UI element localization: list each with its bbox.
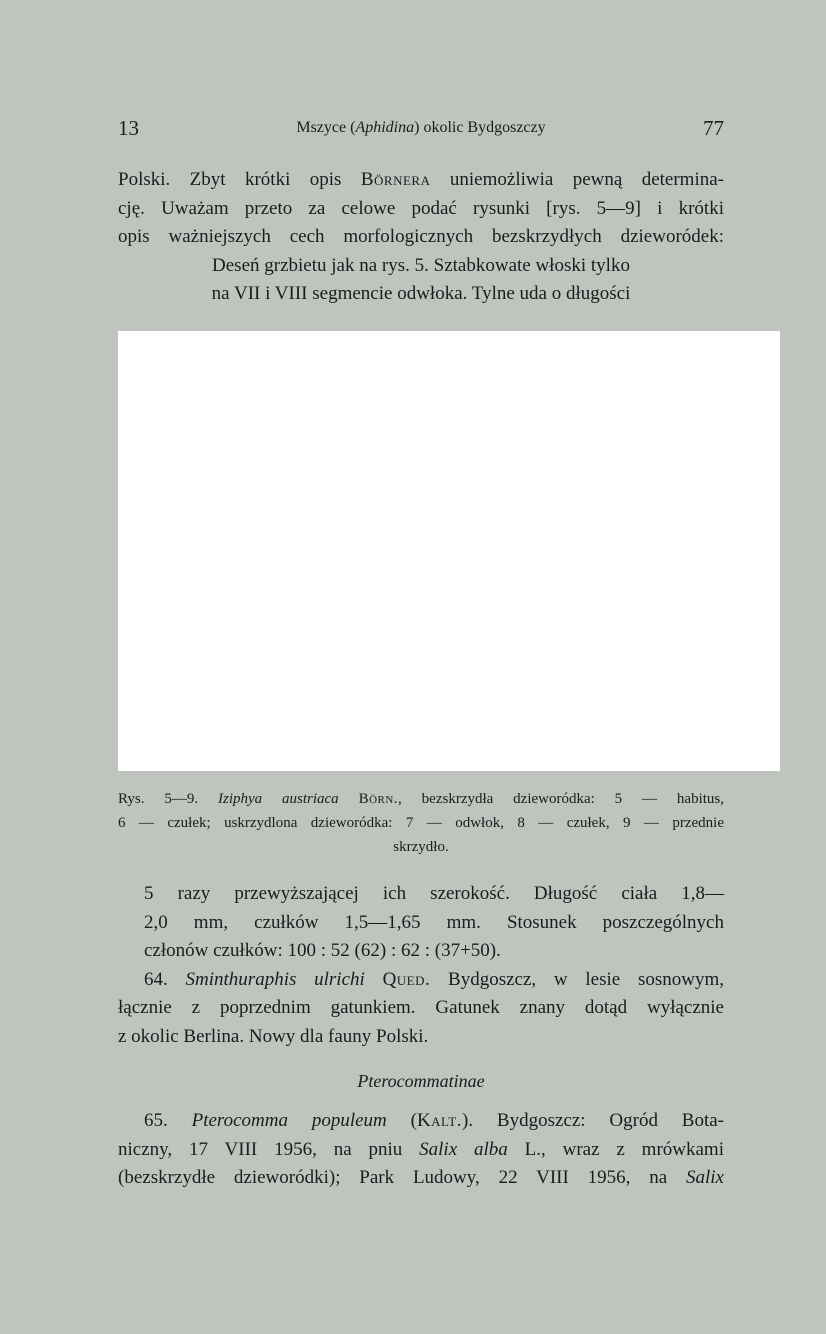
species-entry-65: 65. Pterocomma populeum (Kalt.). Bydgoszcz: Ogród Bota- [144,1110,725,1131]
paragraph-intro [118,166,724,309]
paragraph-body [118,880,724,1051]
running-title: Mszyce (Aphidina) okolic Bydgoszczy [296,119,546,136]
text-line: łącznie z poprzednim gatunkiem. Gatunek znany dotąd wyłącznie [118,997,724,1018]
page-number-left: 13 [118,116,139,140]
page-number-right: 77 [703,116,724,140]
caption-line: 6 — czułek; uskrzydlona dzieworódka: 7 — odwłok, 8 — czułek, 9 — przednie [118,815,724,831]
figure-placeholder [118,331,780,771]
text-line: z okolic Berlina. Nowy dla fauny Polski. [118,1025,429,1047]
text-line: na VII i VIII segmencie odwłoka. Tylne uda o długości [211,283,631,304]
species-entry-64: 64. Sminthuraphis ulrichi Qued. Bydgoszcz, w lesie sosnowym, [144,968,725,990]
text-line: cję. Uważam przeto za celowe podać rysunki [rys. 5—9] i krótki [118,197,724,219]
text-line: członów czułków: 100 : 52 (62) : 62 : (37+50). [144,940,501,961]
figure-caption [118,787,724,859]
section-heading: Pterocommatinae [357,1071,485,1091]
caption-line: Rys. 5—9. Iziphya austriaca Börn., bezskrzydła dzieworódka: 5 — habitus, [118,791,724,807]
text-line: 5 razy przewyższającej ich szerokość. Długość ciała 1,8— [144,883,724,904]
text-line: Deseń grzbietu jak na rys. 5. Sztabkowate włoski tylko [212,254,630,276]
running-header [118,116,724,146]
text-line: Polski. Zbyt krótki opis Börnera uniemożliwia pewną determina- [118,169,725,190]
caption-line: skrzydło. [393,839,449,855]
text-line: opis ważniejszych cech morfologicznych bezskrzydłych dzieworódek: [118,226,724,247]
paragraph-species-65 [118,1107,724,1193]
text-line: niczny, 17 VIII 1956, na pniu Salix alba L., wraz z mrówkami [118,1138,724,1160]
text-line: (bezskrzydłe dzieworódki); Park Ludowy, 22 VIII 1956, na Salix [118,1167,724,1188]
text-line: 2,0 mm, czułków 1,5—1,65 mm. Stosunek poszczególnych [144,911,724,933]
